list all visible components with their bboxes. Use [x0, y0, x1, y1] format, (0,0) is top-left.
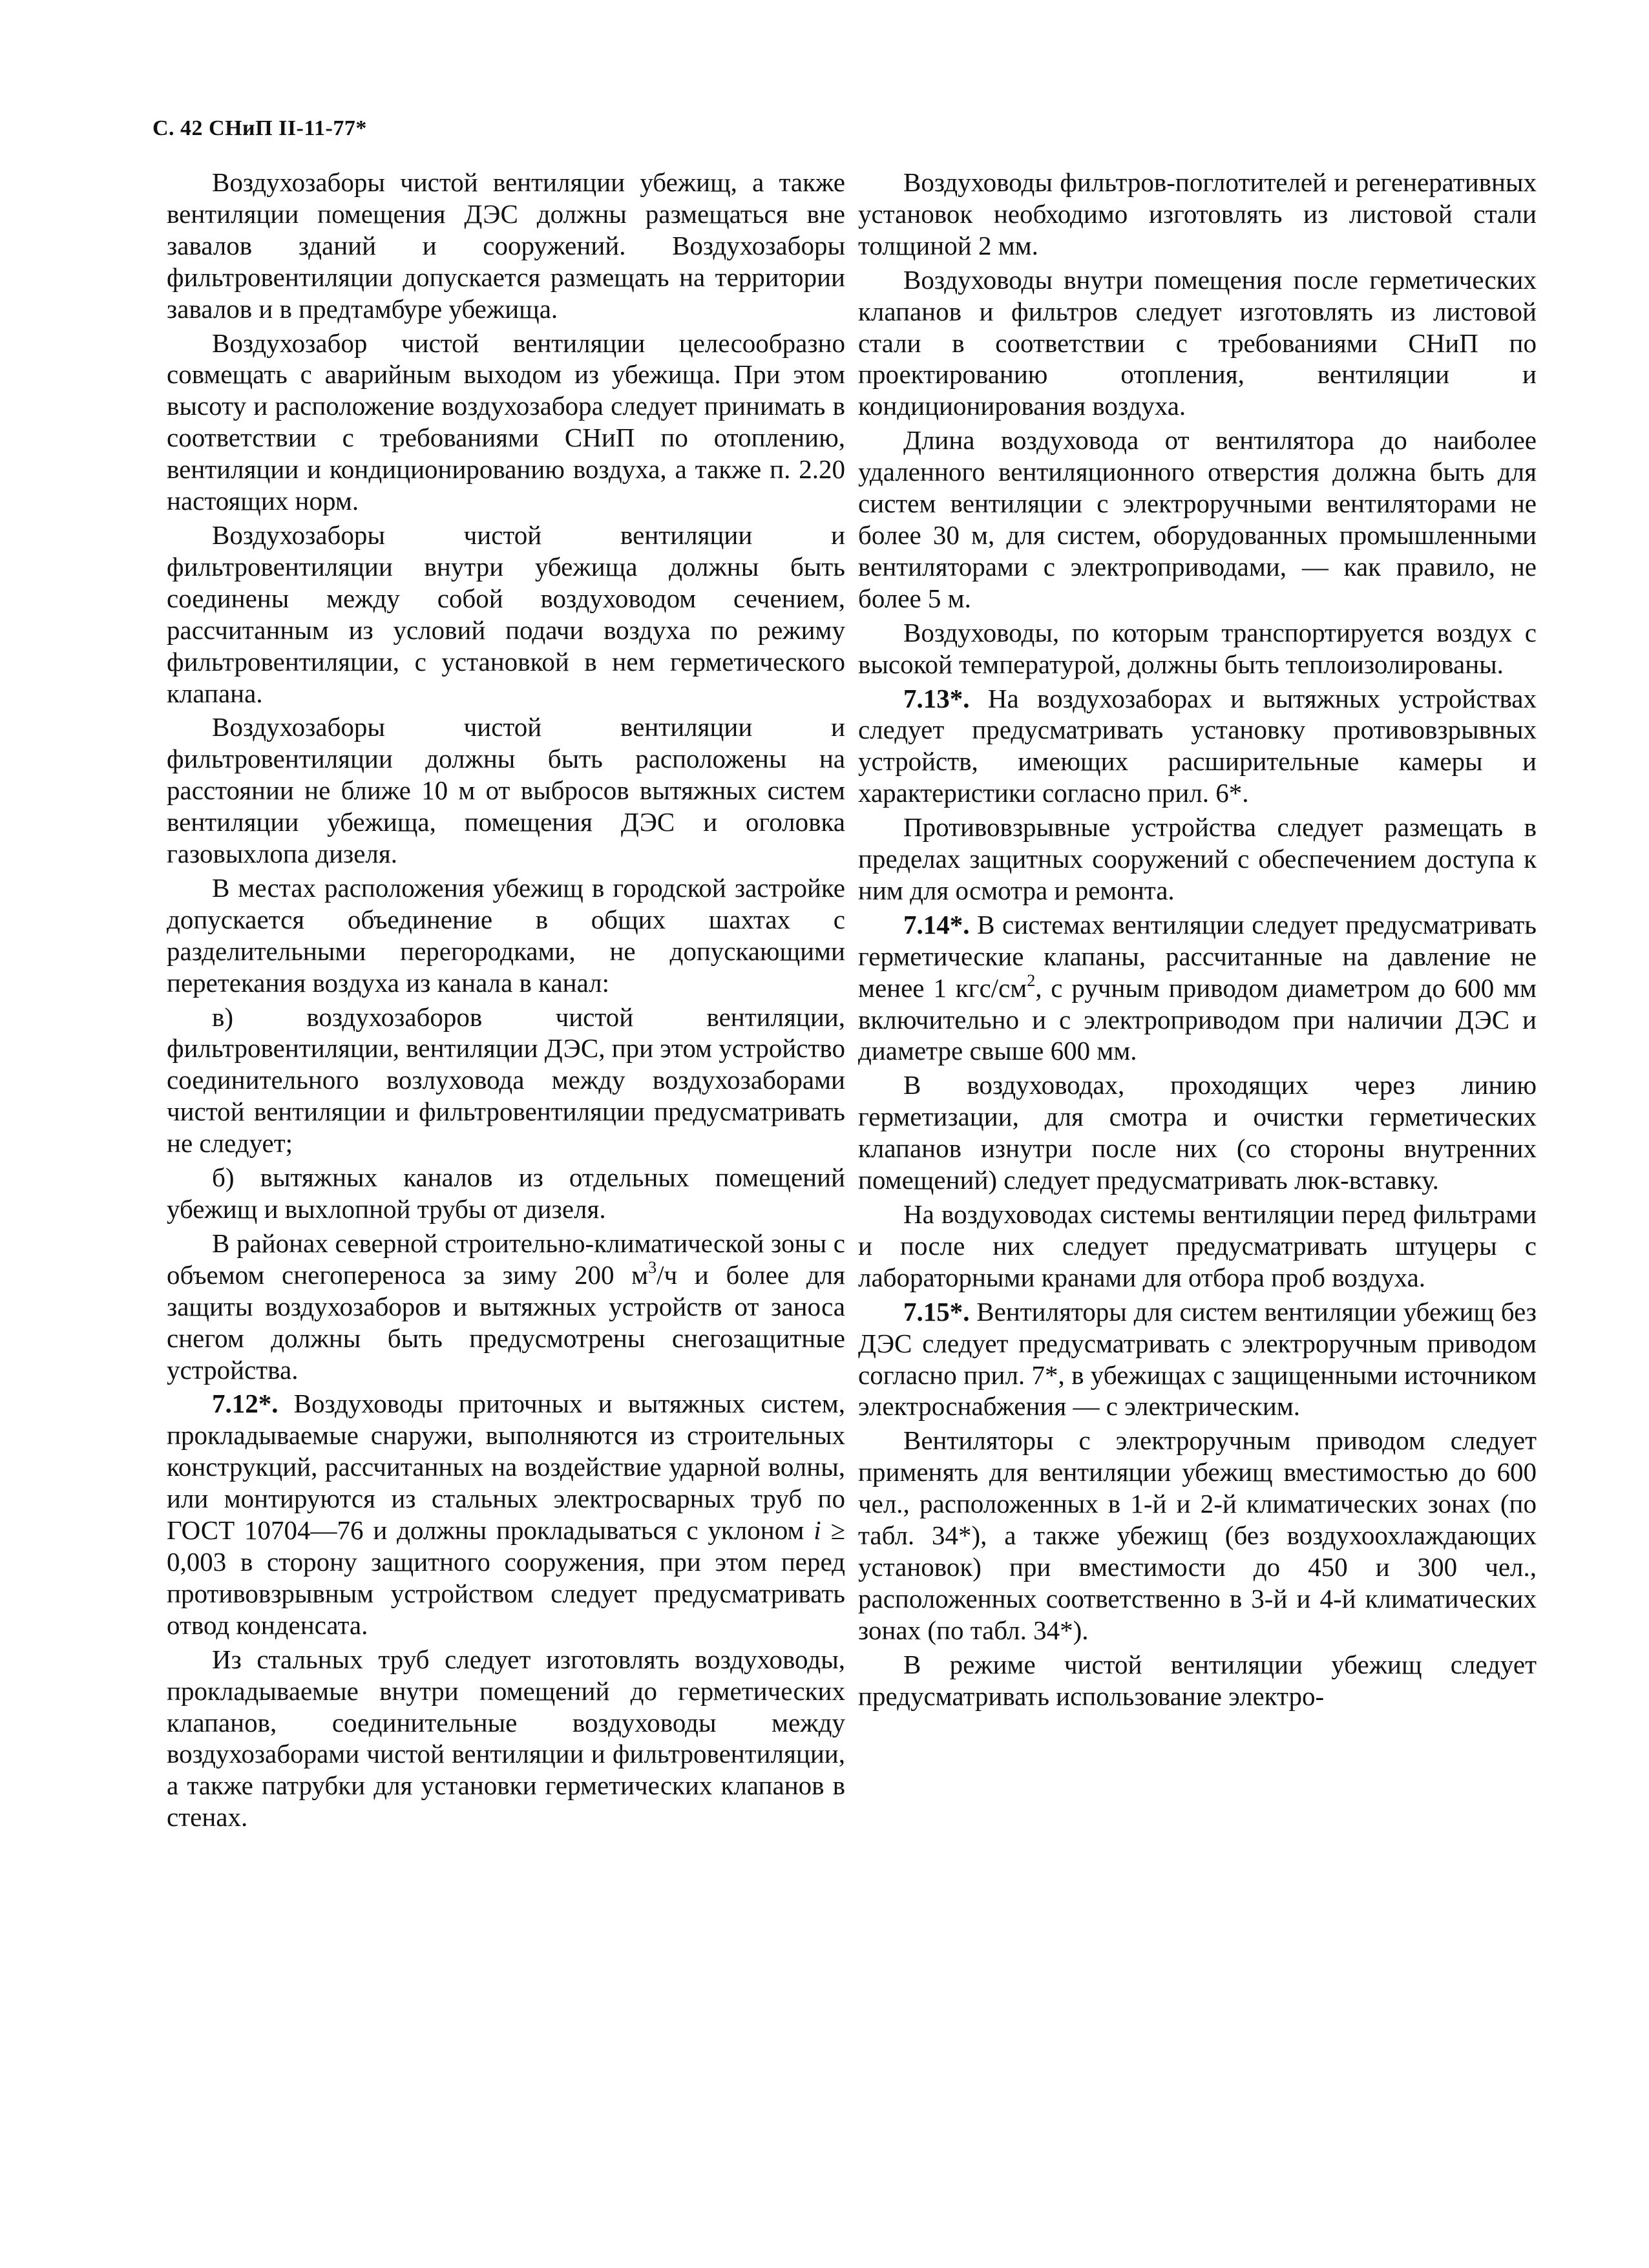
clause-number: 7.15*.: [903, 1296, 970, 1327]
clause-number: 7.14*.: [903, 909, 970, 940]
clause-7-12: 7.12*. Воздуховоды приточных и вытяжных систем, прокладываемые снаружи, выполняются из строительных конструкций, рассчитанных на воздействие ударной волны, или монтируются из стальных электросварных труб по ГОСТ 10704—76 и должны прокладываться с уклоном i ≥ 0,003 в сторону защитного сооружения, при этом перед противовзрывным устройством следует предусматривать отвод конденсата.: [167, 1389, 845, 1640]
paragraph: В местах расположения убежищ в городской застройке допускается объединение в общих шахтах с разделительными перегородками, не допускающими перетекания воздуха из канала в канал:: [167, 872, 845, 998]
superscript: 2: [1027, 971, 1036, 990]
paragraph: В режиме чистой вентиляции убежищ следует предусматривать использование электро-: [858, 1649, 1537, 1711]
paragraph: Длина воздуховода от вентилятора до наиболее удаленного вентиляционного отверстия должна быть для систем вентиляции с электроручными вентиляторами не более 30 м, для систем, оборудованных промышленными вентиляторами с электроприводами, — как правило, не более 5 м.: [858, 425, 1537, 613]
clause-7-14: 7.14*. В системах вентиляции следует предусматривать герметические клапаны, рассчитанные на давление не менее 1 кгс/$см^2$, с ручным приводом диаметром до 600 мм включительно и с электроприводом при наличии ДЭС и диаметре свыше 600 мм.: [858, 909, 1537, 1066]
paragraph: Противовзрывные устройства следует размещать в пределах защитных сооружений с обеспечением доступа к ним для осмотра и ремонта.: [858, 812, 1537, 905]
list-item: в) воздухозаборов чистой вентиляции, фильтровентиляции, вентиляции ДЭС, при этом устройство соединительного возлуховода между воздухозаборами чистой вентиляции и фильтровентиляции предусматривать не следует;: [167, 1002, 845, 1159]
paragraph: В районах северной строительно-климатической зоны с объемом снегопереноса за зиму 200 $м^3/ч$ и более для защиты воздухозаборов и вытяжных устройств от заноса снегом должны быть предусмотрены снегозащитные устройства.: [167, 1228, 845, 1385]
paragraph: Вентиляторы с электроручным приводом следует применять для вентиляции убежищ вместимостью до 600 чел., расположенных в 1-й и 2-й климатических зонах (по табл. 34*), а также убежищ (без воздухоохлаждающих установок) при вместимости до 450 и 300 чел., расположенных соответственно в 3-й и 4-й климатических зонах (по табл. 34*).: [858, 1425, 1537, 1645]
paragraph: Воздуховоды внутри помещения после герметических клапанов и фильтров следует изготовлять из листовой стали в соответствии с требованиями СНиП по проектированию отопления, вентиляции и кондиционирования воздуха.: [858, 264, 1537, 421]
paragraph: Воздуховоды фильтров-поглотителей и регенеративных установок необходимо изготовлять из листовой стали толщиной 2 мм.: [858, 167, 1537, 260]
superscript: 3: [648, 1257, 657, 1277]
clause-7-15: 7.15*. Вентиляторы для систем вентиляции убежищ без ДЭС следует предусматривать с электроручным приводом согласно прил. 7*, в убежищах с защищенными источником электроснабжения — с электрическим.: [858, 1296, 1537, 1422]
paragraph: Воздухозаборы чистой вентиляции убежищ, а также вентиляции помещения ДЭС должны размещаться вне завалов зданий и сооружений. Воздухозаборы фильтровентиляции допускается размещать на территории завалов и в предтамбуре убежища.: [167, 167, 845, 324]
paragraph: Воздуховоды, по которым транспортируется воздух с высокой температурой, должны быть теплоизолированы.: [858, 617, 1537, 679]
paragraph: Воздухозаборы чистой вентиляции и фильтровентиляции внутри убежища должны быть соединены между собой воздуховодом сечением, рассчитанным из условий подачи воздуха по режиму фильтровентиляции, с установкой в нем герметического клапана.: [167, 520, 845, 708]
clause-7-13: 7.13*. На воздухозаборах и вытяжных устройствах следует предусматривать установку противовзрывных устройств, имеющих расширительные камеры и характеристики согласно прил. 6*.: [858, 683, 1537, 808]
paragraph: Воздухозабор чистой вентиляции целесообразно совмещать с аварийным выходом из убежища. При этом высоту и расположение воздухозабора следует принимать в соответствии с требованиями СНиП по отоплению, вентиляции и кондиционированию воздуха, а также п. 2.20 настоящих норм.: [167, 328, 845, 516]
clause-number: 7.12*.: [212, 1389, 278, 1419]
paragraph: В воздуховодах, проходящих через линию герметизации, для смотра и очистки герметических клапанов изнутри после них (со стороны внутренних помещений) следует предусматривать люк-вставку.: [858, 1070, 1537, 1195]
paragraph: Из стальных труб следует изготовлять воздуховоды, прокладываемые внутри помещений до герметических клапанов, соединительные воздуховоды между воздухозаборами чистой вентиляции и фильтровентиляции, а также патрубки для установки герметических клапанов в стенах.: [167, 1644, 845, 1832]
paragraph: На воздуховодах системы вентиляции перед фильтрами и после них следует предусматривать штуцеры с лабораторными кранами для отбора проб воздуха.: [858, 1199, 1537, 1292]
clause-number: 7.13*.: [903, 683, 970, 713]
page-header: С. 42 СНиП II-11-77*: [152, 116, 367, 140]
list-item: б) вытяжных каналов из отдельных помещений убежищ и выхлопной трубы от дизеля.: [167, 1162, 845, 1224]
right-column: [858, 167, 1537, 1715]
left-column: [167, 167, 845, 1836]
paragraph: Воздухозаборы чистой вентиляции и фильтровентиляции должны быть расположены на расстоянии не ближе 10 м от выбросов вытяжных систем вентиляции убежища, помещения ДЭС и оголовка газовыхлопа дизеля.: [167, 712, 845, 869]
